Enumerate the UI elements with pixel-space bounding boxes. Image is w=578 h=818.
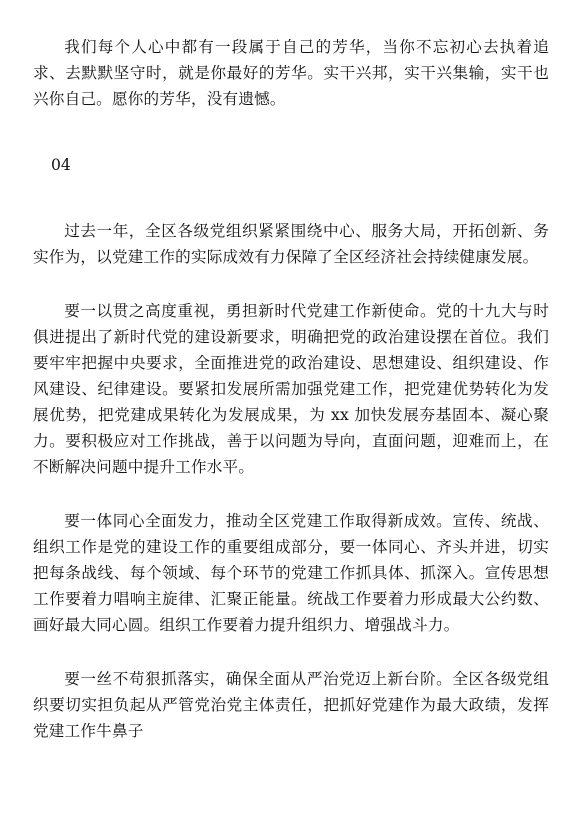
paragraph-youth: 我们每个人心中都有一段属于自己的芳华，当你不忘初心去执着追求、去默默坚守时，就是你最好的芳华。实干兴邦，实干兴集输，实干也兴你自己。愿你的芳华，没有遗憾。 [33, 38, 549, 108]
paragraph-mission: 要一以贯之高度重视，勇担新时代党建工作新使命。党的十九大与时俱进提出了新时代党的建设新要求，明确把党的政治建设摆在首位。我们要牢牢把握中央要求，全面推进党的政治建设、思想建设、组织建设、作风建设、纪律建设。要紧扣发展所需加强党建工作，把党建优势转化为发展优势，把党建成果转化为发展成果，为 xx 加快发展夯基固本、凝心聚力。要积极应对工作挑战，善于以问题为导向，直面问题，迎难而上，在不断解决问题中提升工作水平。 [33, 302, 549, 476]
section-number: 04 [51, 156, 71, 174]
paragraph-unity: 要一体同心全面发力，推动全区党建工作取得新成效。宣传、统战、组织工作是党的建设工作的重要组成部分，要一体同心、齐头并进，切实把每条战线、每个领域、每个环节的党建工作抓具体、抓深入。宣传思想工作要着力唱响主旋律、汇聚正能量。统战工作要着力形成最大公约数、画好最大同心圆。组织工作要着力提升组织力、增强战斗力。 [33, 512, 549, 634]
document-page [33, 34, 549, 744]
section-body [33, 218, 549, 744]
paragraph-implementation: 要一丝不苟狠抓落实，确保全面从严治党迈上新台阶。全区各级党组织要切实担负起从严管党治党主体责任，把抓好党建作为最大政绩，发挥党建工作牛鼻子 [33, 670, 549, 740]
section-number-wrapper [33, 152, 549, 178]
paragraph-review: 过去一年，全区各级党组织紧紧围绕中心、服务大局，开拓创新、务实作为，以党建工作的实际成效有力保障了全区经济社会持续健康发展。 [33, 222, 549, 266]
